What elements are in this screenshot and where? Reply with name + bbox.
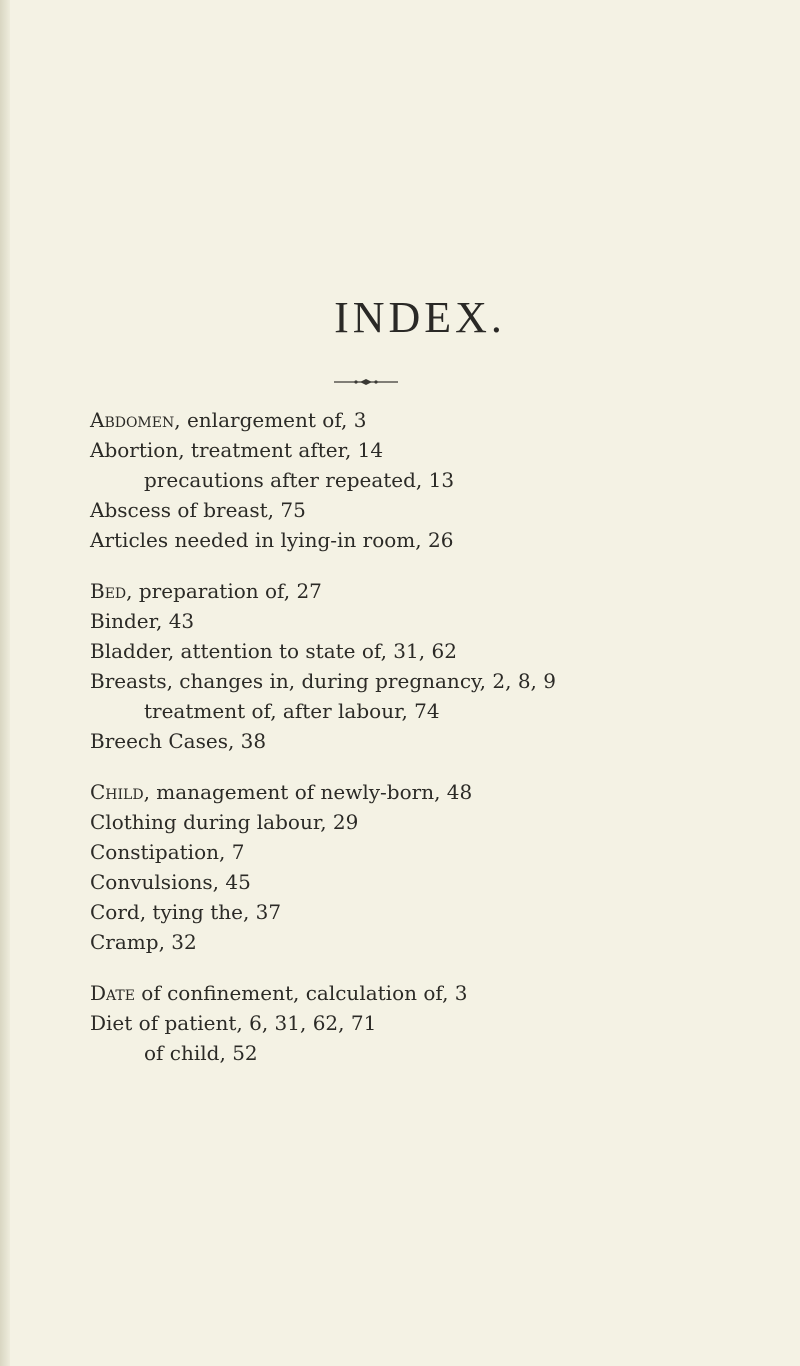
entry-references: during labour, 29 bbox=[176, 810, 359, 834]
entry-heading: Clothing bbox=[90, 810, 177, 834]
entry-heading: Articles bbox=[90, 528, 169, 552]
index-entry bbox=[90, 837, 790, 867]
entry-references: , 38 bbox=[227, 729, 267, 753]
index-subentry bbox=[90, 696, 790, 726]
entry-heading: Cramp bbox=[90, 930, 159, 954]
entry-heading: Bladder bbox=[90, 639, 168, 663]
entry-heading: Binder bbox=[90, 609, 156, 633]
index-entries bbox=[90, 405, 790, 1089]
index-entry bbox=[90, 606, 790, 636]
entry-heading: Breech Cases bbox=[90, 729, 228, 753]
entry-references: , tying the, 37 bbox=[139, 900, 282, 924]
entry-heading: of child, 52 bbox=[144, 1041, 258, 1065]
entry-heading: treatment of, after labour, 74 bbox=[144, 699, 440, 723]
entry-references: , enlargement of, 3 bbox=[174, 408, 367, 432]
entry-heading: Abscess bbox=[90, 498, 172, 522]
entry-heading: Diet bbox=[90, 1011, 133, 1035]
entry-heading: Date bbox=[90, 981, 135, 1005]
page-title: INDEX. bbox=[334, 293, 506, 342]
title-ornament bbox=[334, 379, 398, 385]
index-entry bbox=[90, 435, 790, 465]
entry-references: , 32 bbox=[158, 930, 197, 954]
index-entry bbox=[90, 1008, 790, 1038]
index-entry bbox=[90, 726, 790, 756]
index-section bbox=[90, 777, 790, 957]
entry-heading: Abortion bbox=[90, 438, 179, 462]
index-entry bbox=[90, 636, 790, 666]
index-entry bbox=[90, 525, 790, 555]
entry-references: , 45 bbox=[212, 870, 251, 894]
index-subentry bbox=[90, 1038, 790, 1068]
entry-references: , attention to state of, 31, 62 bbox=[167, 639, 457, 663]
entry-references: of breast, 75 bbox=[171, 498, 306, 522]
index-entry bbox=[90, 927, 790, 957]
index-entry bbox=[90, 405, 790, 435]
entry-heading: Child bbox=[90, 780, 144, 804]
entry-heading: precautions after repeated, 13 bbox=[144, 468, 455, 492]
entry-references: , preparation of, 27 bbox=[126, 579, 322, 603]
index-entry bbox=[90, 777, 790, 807]
entry-references: , treatment after, 14 bbox=[178, 438, 384, 462]
index-entry bbox=[90, 978, 790, 1008]
entry-references: , 43 bbox=[155, 609, 195, 633]
entry-heading: Convulsions bbox=[90, 870, 213, 894]
entry-references: of patient, 6, 31, 62, 71 bbox=[132, 1011, 377, 1035]
entry-heading: Constipation bbox=[90, 840, 220, 864]
entry-heading: Abdomen bbox=[90, 408, 175, 432]
index-entry bbox=[90, 666, 790, 696]
entry-references: needed in lying-in room, 26 bbox=[168, 528, 454, 552]
index-section bbox=[90, 405, 790, 555]
index-subentry bbox=[90, 465, 790, 495]
entry-heading: Breasts bbox=[90, 669, 167, 693]
entry-heading: Bed bbox=[90, 579, 127, 603]
entry-references: , 7 bbox=[219, 840, 245, 864]
index-entry bbox=[90, 576, 790, 606]
entry-references: , changes in, during pregnancy, 2, 8, 9 bbox=[166, 669, 556, 693]
page-edge bbox=[0, 0, 10, 1366]
index-entry bbox=[90, 495, 790, 525]
index-section bbox=[90, 576, 790, 756]
entry-heading: Cord bbox=[90, 900, 140, 924]
index-entry bbox=[90, 807, 790, 837]
index-entry bbox=[90, 897, 790, 927]
index-section bbox=[90, 978, 790, 1068]
entry-references: , management of newly-born, 48 bbox=[143, 780, 473, 804]
index-entry bbox=[90, 867, 790, 897]
entry-references: of confinement, calculation of, 3 bbox=[134, 981, 468, 1005]
